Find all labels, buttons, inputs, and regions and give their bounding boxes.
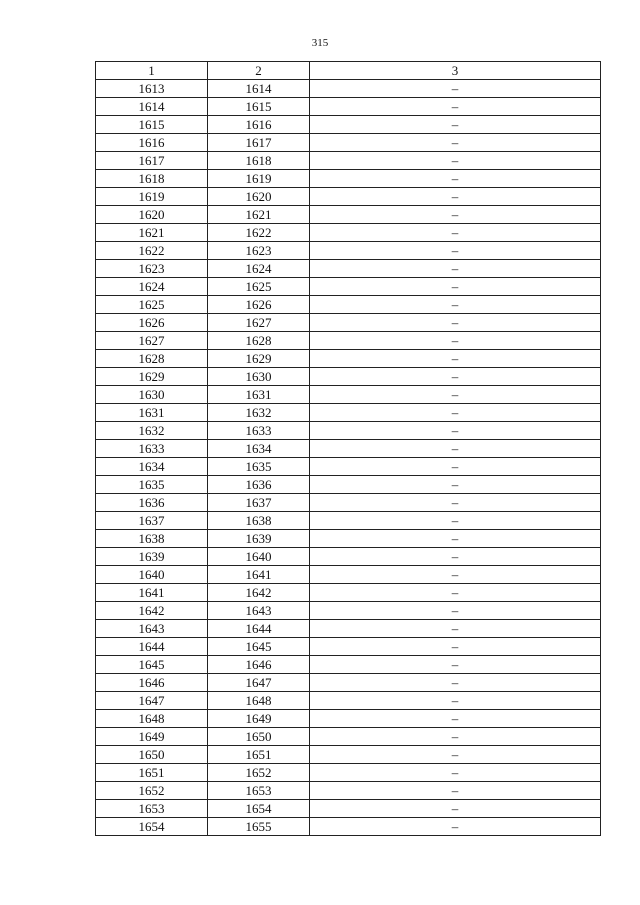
table-row: [96, 350, 601, 368]
table-cell-col-2: 1651: [208, 746, 310, 764]
table-cell-col-1: 1649: [96, 728, 208, 746]
table-cell-col-2: 1620: [208, 188, 310, 206]
table-cell-col-3: –: [310, 476, 601, 494]
table-cell-col-2: 1633: [208, 422, 310, 440]
table-cell-col-2: 1642: [208, 584, 310, 602]
table-cell-col-1: 1642: [96, 602, 208, 620]
table-cell-col-2: 1635: [208, 458, 310, 476]
table-cell-col-2: 1625: [208, 278, 310, 296]
table-cell-col-2: 1648: [208, 692, 310, 710]
data-table: [95, 61, 601, 836]
table-body: [96, 80, 601, 836]
table-cell-col-3: –: [310, 440, 601, 458]
table-cell-col-1: 1616: [96, 134, 208, 152]
table-cell-col-3: –: [310, 530, 601, 548]
table-header: [96, 62, 601, 80]
table-cell-col-3: –: [310, 674, 601, 692]
table-cell-col-1: 1645: [96, 656, 208, 674]
table-cell-col-2: 1645: [208, 638, 310, 656]
table-cell-col-1: 1651: [96, 764, 208, 782]
table-cell-col-3: –: [310, 188, 601, 206]
table-cell-col-1: 1644: [96, 638, 208, 656]
table-cell-col-1: 1639: [96, 548, 208, 566]
table-row: [96, 224, 601, 242]
table-cell-col-1: 1640: [96, 566, 208, 584]
table-cell-col-1: 1634: [96, 458, 208, 476]
table-cell-col-3: –: [310, 692, 601, 710]
table-row: [96, 674, 601, 692]
table-row: [96, 206, 601, 224]
table-row: [96, 404, 601, 422]
table-row: [96, 566, 601, 584]
table-row: [96, 656, 601, 674]
table-cell-col-1: 1617: [96, 152, 208, 170]
table-cell-col-3: –: [310, 422, 601, 440]
table-cell-col-2: 1616: [208, 116, 310, 134]
table-cell-col-3: –: [310, 494, 601, 512]
table-cell-col-1: 1638: [96, 530, 208, 548]
table-cell-col-2: 1654: [208, 800, 310, 818]
table-cell-col-1: 1619: [96, 188, 208, 206]
table-row: [96, 134, 601, 152]
table-cell-col-2: 1646: [208, 656, 310, 674]
table-cell-col-2: 1649: [208, 710, 310, 728]
table-cell-col-2: 1614: [208, 80, 310, 98]
table-row: [96, 476, 601, 494]
table-cell-col-1: 1643: [96, 620, 208, 638]
table-row: [96, 458, 601, 476]
table-row: [96, 332, 601, 350]
table-cell-col-3: –: [310, 548, 601, 566]
table-cell-col-3: –: [310, 764, 601, 782]
table-row: [96, 620, 601, 638]
table-cell-col-2: 1622: [208, 224, 310, 242]
table-row: [96, 638, 601, 656]
table-cell-col-2: 1643: [208, 602, 310, 620]
table-row: [96, 782, 601, 800]
table-cell-col-3: –: [310, 566, 601, 584]
table-row: [96, 512, 601, 530]
table-cell-col-1: 1623: [96, 260, 208, 278]
table-cell-col-2: 1634: [208, 440, 310, 458]
table-row: [96, 188, 601, 206]
table-cell-col-2: 1653: [208, 782, 310, 800]
table-row: [96, 710, 601, 728]
table-cell-col-3: –: [310, 224, 601, 242]
table-row: [96, 584, 601, 602]
table-cell-col-2: 1632: [208, 404, 310, 422]
table-row: [96, 692, 601, 710]
table-row: [96, 602, 601, 620]
table-cell-col-1: 1633: [96, 440, 208, 458]
table-row: [96, 80, 601, 98]
table-cell-col-2: 1626: [208, 296, 310, 314]
table-cell-col-1: 1627: [96, 332, 208, 350]
table-row: [96, 440, 601, 458]
table-cell-col-3: –: [310, 746, 601, 764]
table-cell-col-1: 1614: [96, 98, 208, 116]
table-cell-col-2: 1623: [208, 242, 310, 260]
table-cell-col-2: 1631: [208, 386, 310, 404]
table-cell-col-1: 1632: [96, 422, 208, 440]
table-row: [96, 278, 601, 296]
table-row: [96, 818, 601, 836]
table-cell-col-3: –: [310, 386, 601, 404]
table-cell-col-3: –: [310, 728, 601, 746]
header-cell-2: 2: [208, 62, 310, 80]
table-row: [96, 530, 601, 548]
table-cell-col-1: 1625: [96, 296, 208, 314]
table-cell-col-3: –: [310, 620, 601, 638]
table-row: [96, 746, 601, 764]
table-cell-col-3: –: [310, 98, 601, 116]
table-cell-col-1: 1620: [96, 206, 208, 224]
table-cell-col-2: 1630: [208, 368, 310, 386]
table-row: [96, 386, 601, 404]
table-cell-col-1: 1648: [96, 710, 208, 728]
table-row: [96, 548, 601, 566]
table-cell-col-3: –: [310, 278, 601, 296]
header-cell-3: 3: [310, 62, 601, 80]
table-cell-col-2: 1617: [208, 134, 310, 152]
table-row: [96, 170, 601, 188]
table-cell-col-1: 1654: [96, 818, 208, 836]
header-row: [96, 62, 601, 80]
table-cell-col-2: 1619: [208, 170, 310, 188]
table-cell-col-1: 1637: [96, 512, 208, 530]
table-row: [96, 242, 601, 260]
table-cell-col-2: 1627: [208, 314, 310, 332]
table-cell-col-3: –: [310, 368, 601, 386]
table-cell-col-2: 1640: [208, 548, 310, 566]
table-cell-col-3: –: [310, 206, 601, 224]
table-cell-col-3: –: [310, 656, 601, 674]
table-cell-col-1: 1636: [96, 494, 208, 512]
table-row: [96, 314, 601, 332]
table-cell-col-1: 1646: [96, 674, 208, 692]
table-cell-col-1: 1628: [96, 350, 208, 368]
table-cell-col-3: –: [310, 170, 601, 188]
table-cell-col-1: 1626: [96, 314, 208, 332]
table-row: [96, 98, 601, 116]
table-cell-col-1: 1624: [96, 278, 208, 296]
table-cell-col-2: 1637: [208, 494, 310, 512]
table-cell-col-2: 1628: [208, 332, 310, 350]
table-row: [96, 764, 601, 782]
table-cell-col-1: 1652: [96, 782, 208, 800]
table-cell-col-1: 1641: [96, 584, 208, 602]
table-cell-col-1: 1613: [96, 80, 208, 98]
table-cell-col-2: 1641: [208, 566, 310, 584]
table-cell-col-3: –: [310, 152, 601, 170]
table-row: [96, 152, 601, 170]
table-cell-col-3: –: [310, 350, 601, 368]
table-cell-col-1: 1631: [96, 404, 208, 422]
table-cell-col-3: –: [310, 314, 601, 332]
table-cell-col-1: 1635: [96, 476, 208, 494]
table-cell-col-2: 1615: [208, 98, 310, 116]
table-cell-col-3: –: [310, 332, 601, 350]
table-cell-col-1: 1622: [96, 242, 208, 260]
table-cell-col-3: –: [310, 80, 601, 98]
table-cell-col-2: 1638: [208, 512, 310, 530]
table-cell-col-1: 1647: [96, 692, 208, 710]
table-cell-col-3: –: [310, 296, 601, 314]
table-cell-col-2: 1655: [208, 818, 310, 836]
table-cell-col-3: –: [310, 458, 601, 476]
table-cell-col-2: 1624: [208, 260, 310, 278]
table-row: [96, 260, 601, 278]
table-cell-col-3: –: [310, 512, 601, 530]
table-row: [96, 800, 601, 818]
table-cell-col-2: 1650: [208, 728, 310, 746]
table-cell-col-1: 1630: [96, 386, 208, 404]
table-cell-col-1: 1618: [96, 170, 208, 188]
table-cell-col-2: 1647: [208, 674, 310, 692]
table-cell-col-1: 1621: [96, 224, 208, 242]
table-cell-col-1: 1653: [96, 800, 208, 818]
table-cell-col-2: 1652: [208, 764, 310, 782]
table-cell-col-3: –: [310, 602, 601, 620]
table-row: [96, 368, 601, 386]
table-cell-col-3: –: [310, 800, 601, 818]
table-cell-col-2: 1644: [208, 620, 310, 638]
table-row: [96, 494, 601, 512]
table-cell-col-3: –: [310, 404, 601, 422]
table-cell-col-3: –: [310, 134, 601, 152]
table-cell-col-2: 1629: [208, 350, 310, 368]
table-row: [96, 422, 601, 440]
page-number: 315: [311, 37, 329, 49]
table-cell-col-1: 1650: [96, 746, 208, 764]
table-cell-col-3: –: [310, 260, 601, 278]
header-cell-1: 1: [96, 62, 208, 80]
table-row: [96, 116, 601, 134]
table-cell-col-2: 1621: [208, 206, 310, 224]
table-row: [96, 296, 601, 314]
table-cell-col-3: –: [310, 638, 601, 656]
table-cell-col-1: 1629: [96, 368, 208, 386]
table-row: [96, 728, 601, 746]
table-cell-col-3: –: [310, 116, 601, 134]
table-cell-col-3: –: [310, 710, 601, 728]
table-cell-col-2: 1618: [208, 152, 310, 170]
table-cell-col-3: –: [310, 782, 601, 800]
table-cell-col-2: 1636: [208, 476, 310, 494]
table-cell-col-3: –: [310, 818, 601, 836]
table-cell-col-3: –: [310, 584, 601, 602]
table-cell-col-1: 1615: [96, 116, 208, 134]
table-cell-col-3: –: [310, 242, 601, 260]
table-cell-col-2: 1639: [208, 530, 310, 548]
